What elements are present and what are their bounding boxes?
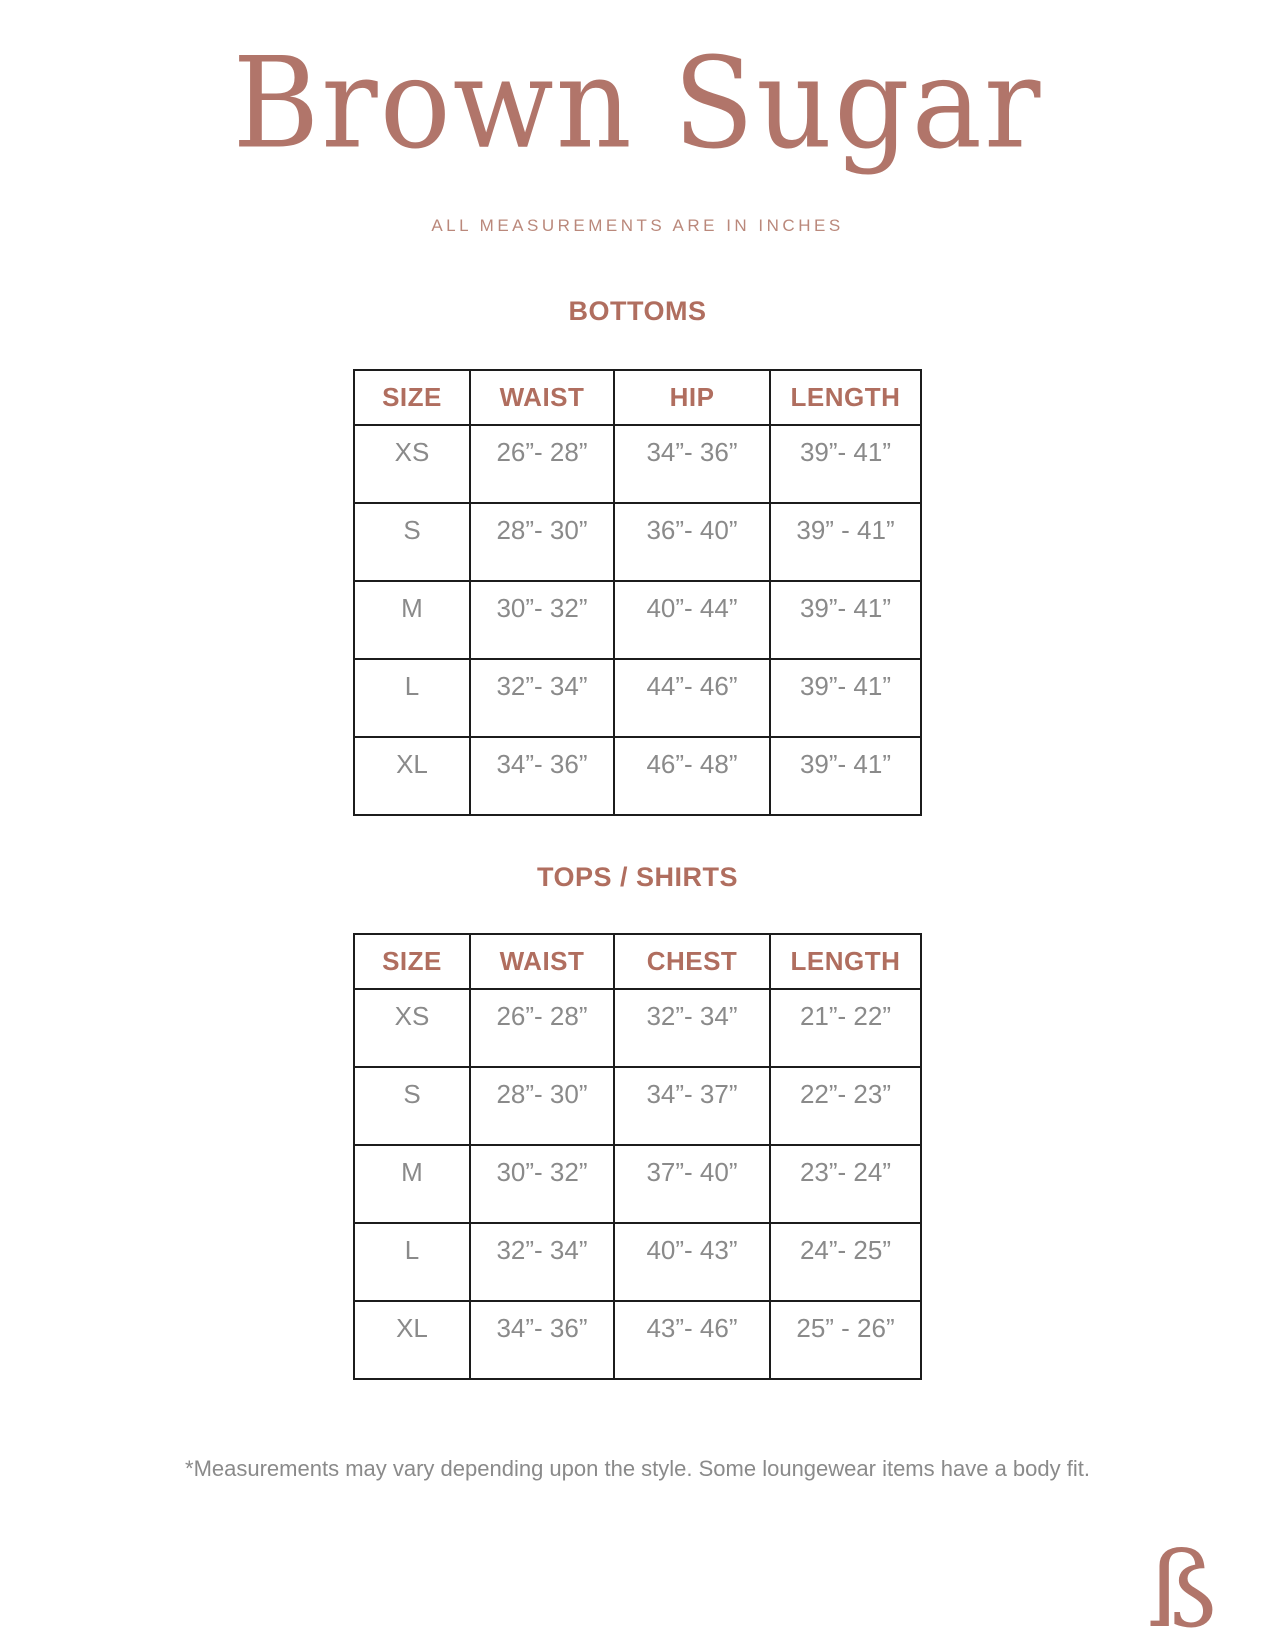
table-cell: 43”- 46” xyxy=(614,1301,770,1379)
table-cell: 34”- 37” xyxy=(614,1067,770,1145)
table-cell: 44”- 46” xyxy=(614,659,770,737)
table-cell: 32”- 34” xyxy=(614,989,770,1067)
section-heading-bottoms: BOTTOMS xyxy=(568,295,707,326)
brand-monogram-logo: ß xyxy=(1147,1529,1217,1650)
column-header: LENGTH xyxy=(770,934,921,989)
column-header: WAIST xyxy=(470,370,614,425)
table-cell: 26”- 28” xyxy=(470,989,614,1067)
table-cell: 28”- 30” xyxy=(470,503,614,581)
table-cell: 26”- 28” xyxy=(470,425,614,503)
column-header: WAIST xyxy=(470,934,614,989)
section-heading-tops: TOPS / SHIRTS xyxy=(536,861,739,892)
table-cell: M xyxy=(354,581,470,659)
table-cell: 46”- 48” xyxy=(614,737,770,815)
measurements-note: ALL MEASUREMENTS ARE IN INCHES xyxy=(431,215,844,235)
table-cell: 30”- 32” xyxy=(470,1145,614,1223)
table-cell: L xyxy=(354,1223,470,1301)
table-cell: 39” - 41” xyxy=(770,503,921,581)
column-header: SIZE xyxy=(354,370,470,425)
table-cell: 24”- 25” xyxy=(770,1223,921,1301)
table-cell: 39”- 41” xyxy=(770,581,921,659)
table-row xyxy=(354,1223,921,1301)
table-cell: XL xyxy=(354,1301,470,1379)
table-cell: 34”- 36” xyxy=(614,425,770,503)
column-header: HIP xyxy=(614,370,770,425)
table-row xyxy=(354,1145,921,1223)
table-cell: 40”- 44” xyxy=(614,581,770,659)
header-row xyxy=(354,370,921,425)
bottoms-size-table xyxy=(353,369,922,816)
table-cell: XL xyxy=(354,737,470,815)
table-cell: S xyxy=(354,1067,470,1145)
column-header: LENGTH xyxy=(770,370,921,425)
brand-title: Brown Sugar xyxy=(232,29,1043,176)
table-row xyxy=(354,581,921,659)
table-cell: 30”- 32” xyxy=(470,581,614,659)
table-cell: S xyxy=(354,503,470,581)
table-cell: 39”- 41” xyxy=(770,659,921,737)
header-row xyxy=(354,934,921,989)
table-cell: 25” - 26” xyxy=(770,1301,921,1379)
table-row xyxy=(354,737,921,815)
table-cell: 40”- 43” xyxy=(614,1223,770,1301)
table-cell: 34”- 36” xyxy=(470,737,614,815)
table-cell: XS xyxy=(354,989,470,1067)
table-cell: 36”- 40” xyxy=(614,503,770,581)
table-cell: 39”- 41” xyxy=(770,737,921,815)
table-cell: 22”- 23” xyxy=(770,1067,921,1145)
table-cell: 37”- 40” xyxy=(614,1145,770,1223)
table-cell: M xyxy=(354,1145,470,1223)
table-row xyxy=(354,1067,921,1145)
table-cell: XS xyxy=(354,425,470,503)
table-row xyxy=(354,503,921,581)
table-cell: 32”- 34” xyxy=(470,1223,614,1301)
table-row xyxy=(354,989,921,1067)
column-header: CHEST xyxy=(614,934,770,989)
table-row xyxy=(354,1301,921,1379)
table-cell: 34”- 36” xyxy=(470,1301,614,1379)
table-cell: 32”- 34” xyxy=(470,659,614,737)
table-cell: 39”- 41” xyxy=(770,425,921,503)
table-cell: L xyxy=(354,659,470,737)
table-row xyxy=(354,659,921,737)
table-cell: 21”- 22” xyxy=(770,989,921,1067)
column-header: SIZE xyxy=(354,934,470,989)
table-row xyxy=(354,425,921,503)
tops-size-table xyxy=(353,933,922,1380)
footnote: *Measurements may vary depending upon the style. Some loungewear items have a body fit. xyxy=(185,1455,1090,1481)
table-cell: 23”- 24” xyxy=(770,1145,921,1223)
table-cell: 28”- 30” xyxy=(470,1067,614,1145)
